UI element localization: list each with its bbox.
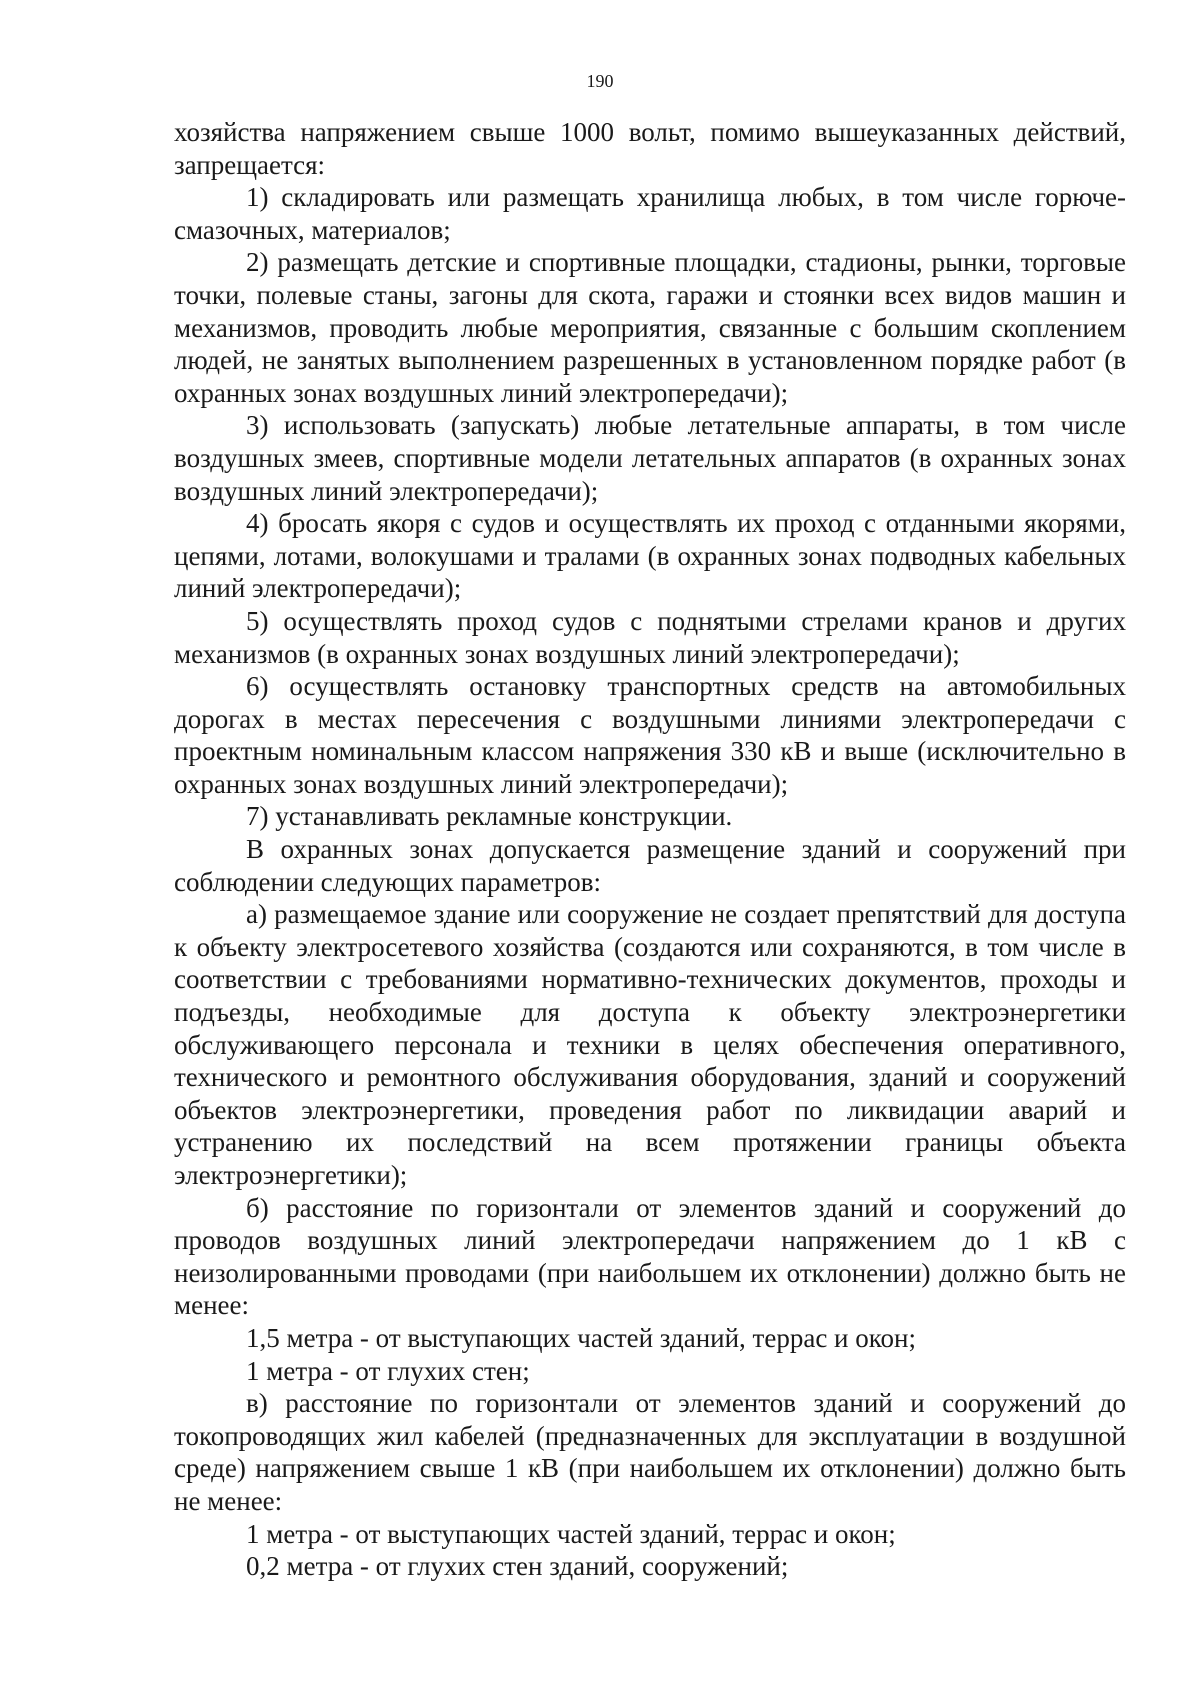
paragraph-placement-conditions: В охранных зонах допускается размещение зданий и сооружений при соблюдении следующих параметров: xyxy=(174,834,1126,897)
list-item-b: б) расстояние по горизонтали от элементов зданий и сооружений до проводов воздушных линий электропередачи напряжением до 1 кВ с неизолированными проводами (при наибольшем их отклонении) должно быть не менее: xyxy=(174,1192,1126,1321)
distance-line: 1 метра - от глухих стен; xyxy=(246,1355,530,1386)
list-item-4: 4) бросать якоря с судов и осуществлять их проход с отданными якорями, цепями, лотами, волокушами и тралами (в охранных зонах подводных кабельных линий электропередачи); xyxy=(174,508,1126,604)
paragraph-continuation: хозяйства напряжением свыше 1000 вольт, помимо вышеуказанных действий, запрещается: xyxy=(174,117,1126,180)
distance-line: 1 метра - от выступающих частей зданий, террас и окон; xyxy=(246,1518,896,1549)
list-item-1: 1) складировать или размещать хранилища любых, в том числе горюче-смазочных, материалов; xyxy=(174,182,1126,245)
page-number: 190 xyxy=(586,71,614,91)
list-item-3: 3) использовать (запускать) любые летательные аппараты, в том числе воздушных змеев, спортивные модели летательных аппаратов (в охранных зонах воздушных линий электропередачи); xyxy=(174,410,1126,506)
list-item-2: 2) размещать детские и спортивные площадки, стадионы, рынки, торговые точки, полевые станы, загоны для скота, гаражи и стоянки всех видов машин и механизмов, проводить любые мероприятия, связанные с большим скоплением людей, не занятых выполнением разрешенных в установленном порядке работ (в охранных зонах воздушных линий электропередачи); xyxy=(174,247,1126,408)
distance-line: 1,5 метра - от выступающих частей зданий, террас и окон; xyxy=(246,1322,916,1353)
list-item-v: в) расстояние по горизонтали от элементов зданий и сооружений до токопроводящих жил кабелей (предназначенных для эксплуатации в воздушной среде) напряжением свыше 1 кВ (при наибольшем их отклонении) должно быть не менее: xyxy=(174,1388,1126,1516)
body-text xyxy=(174,116,1126,1583)
list-item-5: 5) осуществлять проход судов с поднятыми стрелами кранов и других механизмов (в охранных зонах воздушных линий электропередачи); xyxy=(174,605,1126,669)
list-item-a: а) размещаемое здание или сооружение не создает препятствий для доступа к объекту электросетевого хозяйства (создаются или сохраняются, в том числе в соответствии с требованиями нормативно-технических документов, проходы и подъезды, необходимые для доступа к объекту электроэнергетики обслуживающего персонала и техники в целях обеспечения оперативного, технического и ремонтного обслуживания оборудования, зданий и сооружений объектов электроэнергетики, проведения работ по ликвидации аварий и устранению их последствий на всем протяжении границы объекта электроэнергетики); xyxy=(174,899,1126,1190)
list-item-6: 6) осуществлять остановку транспортных средств на автомобильных дорогах в местах пересечения с воздушными линиями электропередачи с проектным номинальным классом напряжения 330 кВ и выше (исключительно в охранных зонах воздушных линий электропередачи); xyxy=(174,671,1126,799)
distance-line: 0,2 метра - от глухих стен зданий, сооружений; xyxy=(246,1551,789,1582)
list-item-7: 7) устанавливать рекламные конструкции. xyxy=(246,801,733,832)
